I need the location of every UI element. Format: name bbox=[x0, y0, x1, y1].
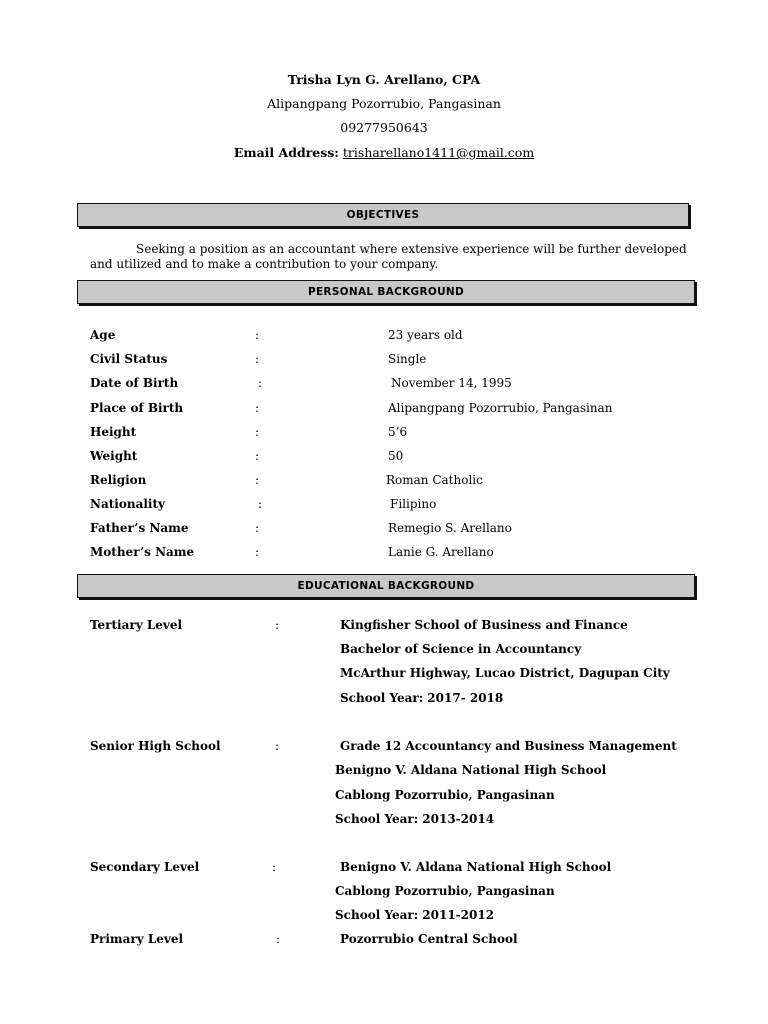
objective-text: Seeking a position as an accountant where extensive experience will be further developed and utilized and to make a contribution to your company. bbox=[90, 242, 687, 271]
personal-value: November 14, 1995 bbox=[391, 376, 512, 390]
email-label: Email Address: bbox=[233, 145, 339, 160]
personal-colon: : bbox=[255, 473, 260, 487]
education-detail: Benigno V. Aldana National High School bbox=[335, 763, 607, 777]
personal-colon: : bbox=[258, 376, 263, 390]
personal-colon: : bbox=[255, 521, 260, 535]
personal-colon: : bbox=[255, 401, 260, 415]
personal-value: Roman Catholic bbox=[386, 473, 483, 487]
education-colon: : bbox=[275, 618, 280, 632]
personal-value: 50 bbox=[388, 449, 404, 463]
personal-value: 23 years old bbox=[388, 328, 463, 342]
personal-label: Father’s Name bbox=[90, 521, 189, 535]
education-detail: Bachelor of Science in Accountancy bbox=[340, 642, 582, 656]
personal-value: Remegio S. Arellano bbox=[388, 521, 512, 535]
email-link[interactable]: trisharellano1411@gmail.com bbox=[342, 145, 535, 160]
applicant-name: Trisha Lyn G. Arellano, CPA bbox=[287, 72, 481, 87]
personal-value: Single bbox=[388, 352, 427, 366]
education-detail: Pozorrubio Central School bbox=[340, 932, 518, 946]
applicant-address: Alipangpang Pozorrubio, Pangasinan bbox=[267, 96, 501, 111]
education-detail: Cablong Pozorrubio, Pangasinan bbox=[335, 884, 555, 898]
personal-label: Mother’s Name bbox=[90, 545, 195, 559]
personal-colon: : bbox=[255, 449, 260, 463]
education-detail: McArthur Highway, Lucao District, Dagupan City bbox=[340, 666, 670, 680]
personal-colon: : bbox=[255, 352, 260, 366]
email-line bbox=[0, 145, 768, 160]
education-detail: School Year: 2017- 2018 bbox=[340, 691, 504, 705]
personal-colon: : bbox=[255, 425, 260, 439]
personal-label: Religion bbox=[90, 473, 147, 487]
education-detail: School Year: 2013-2014 bbox=[335, 812, 495, 826]
personal-label: Civil Status bbox=[90, 352, 168, 366]
education-detail: Kingfisher School of Business and Finance bbox=[340, 618, 628, 632]
personal-label: Nationality bbox=[90, 497, 165, 511]
personal-background-heading: PERSONAL BACKGROUND bbox=[77, 280, 695, 304]
personal-label: Age bbox=[90, 328, 116, 342]
education-detail: School Year: 2011-2012 bbox=[335, 908, 495, 922]
education-colon: : bbox=[272, 860, 277, 874]
personal-colon: : bbox=[255, 328, 260, 342]
personal-label: Height bbox=[90, 425, 137, 439]
personal-label: Weight bbox=[90, 449, 138, 463]
education-level-label: Senior High School bbox=[90, 739, 221, 753]
personal-value: 5’6 bbox=[388, 425, 408, 439]
education-level-label: Tertiary Level bbox=[90, 618, 183, 632]
educational-background-heading: EDUCATIONAL BACKGROUND bbox=[77, 574, 695, 598]
education-detail: Benigno V. Aldana National High School bbox=[340, 860, 612, 874]
education-colon: : bbox=[275, 739, 280, 753]
personal-value: Alipangpang Pozorrubio, Pangasinan bbox=[388, 401, 613, 415]
education-level-label: Primary Level bbox=[90, 932, 184, 946]
education-detail: Cablong Pozorrubio, Pangasinan bbox=[335, 788, 555, 802]
personal-value: Lanie G. Arellano bbox=[388, 545, 494, 559]
education-colon: : bbox=[276, 932, 281, 946]
education-detail: Grade 12 Accountancy and Business Management bbox=[340, 739, 677, 753]
personal-colon: : bbox=[255, 545, 260, 559]
personal-label: Place of Birth bbox=[90, 401, 184, 415]
personal-label: Date of Birth bbox=[90, 376, 179, 390]
personal-value: Filipino bbox=[390, 497, 437, 511]
education-level-label: Secondary Level bbox=[90, 860, 200, 874]
personal-colon: : bbox=[258, 497, 263, 511]
applicant-phone: 09277950643 bbox=[340, 120, 428, 135]
objectives-heading: OBJECTIVES bbox=[77, 203, 689, 227]
